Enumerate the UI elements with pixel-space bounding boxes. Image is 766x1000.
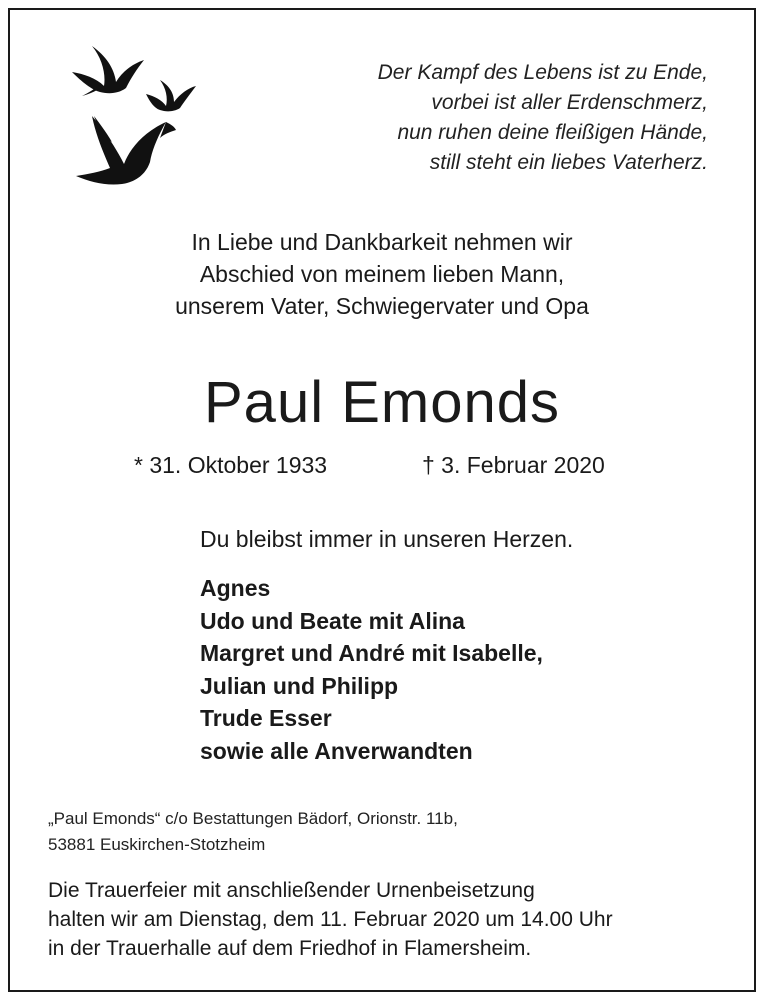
family-member: Julian und Philipp [200, 672, 399, 699]
address-line: „Paul Emonds“ c/o Bestattungen Bädorf, Orionstr. 11b, [48, 809, 458, 828]
birth-date: * 31. Oktober 1933 [134, 452, 328, 478]
bird-large [76, 116, 176, 185]
birds-silhouette-icon [70, 44, 200, 194]
family-list [200, 572, 543, 767]
bird-small [146, 80, 196, 111]
poem-line: still steht ein liebes Vaterherz. [429, 151, 708, 174]
bird-top-left [72, 46, 144, 96]
intro-text [10, 226, 754, 322]
family-member: sowie alle Anverwandten [200, 737, 473, 764]
poem-line: Der Kampf des Lebens ist zu Ende, [377, 61, 708, 84]
deceased-name: Paul Emonds [204, 370, 560, 435]
condolence-address [48, 806, 458, 858]
obituary-frame [8, 8, 756, 992]
death-date: † 3. Februar 2020 [422, 452, 605, 478]
intro-line: unserem Vater, Schwiegervater und Opa [175, 293, 589, 319]
address-line: 53881 Euskirchen-Stotzheim [48, 835, 266, 854]
service-line: in der Trauerhalle auf dem Friedhof in Flamersheim. [48, 937, 532, 960]
service-line: Die Trauerfeier mit anschließender Urnenbeisetzung [48, 879, 535, 902]
family-member: Udo und Beate mit Alina [200, 607, 465, 634]
funeral-service-info [48, 876, 613, 963]
poem-line: vorbei ist aller Erdenschmerz, [431, 91, 708, 114]
family-member: Trude Esser [200, 705, 332, 731]
poem-verse [378, 58, 708, 178]
poem-line: nun ruhen deine fleißigen Hände, [397, 121, 708, 144]
family-member: Margret und André mit Isabelle, [200, 640, 543, 666]
motto-text: Du bleibst immer in unseren Herzen. [200, 526, 574, 552]
intro-line: In Liebe und Dankbarkeit nehmen wir [191, 229, 573, 255]
service-line: halten wir am Dienstag, dem 11. Februar 2020 um 14.00 Uhr [48, 908, 613, 931]
intro-line: Abschied von meinem lieben Mann, [199, 261, 565, 287]
family-member: Agnes [200, 575, 271, 601]
